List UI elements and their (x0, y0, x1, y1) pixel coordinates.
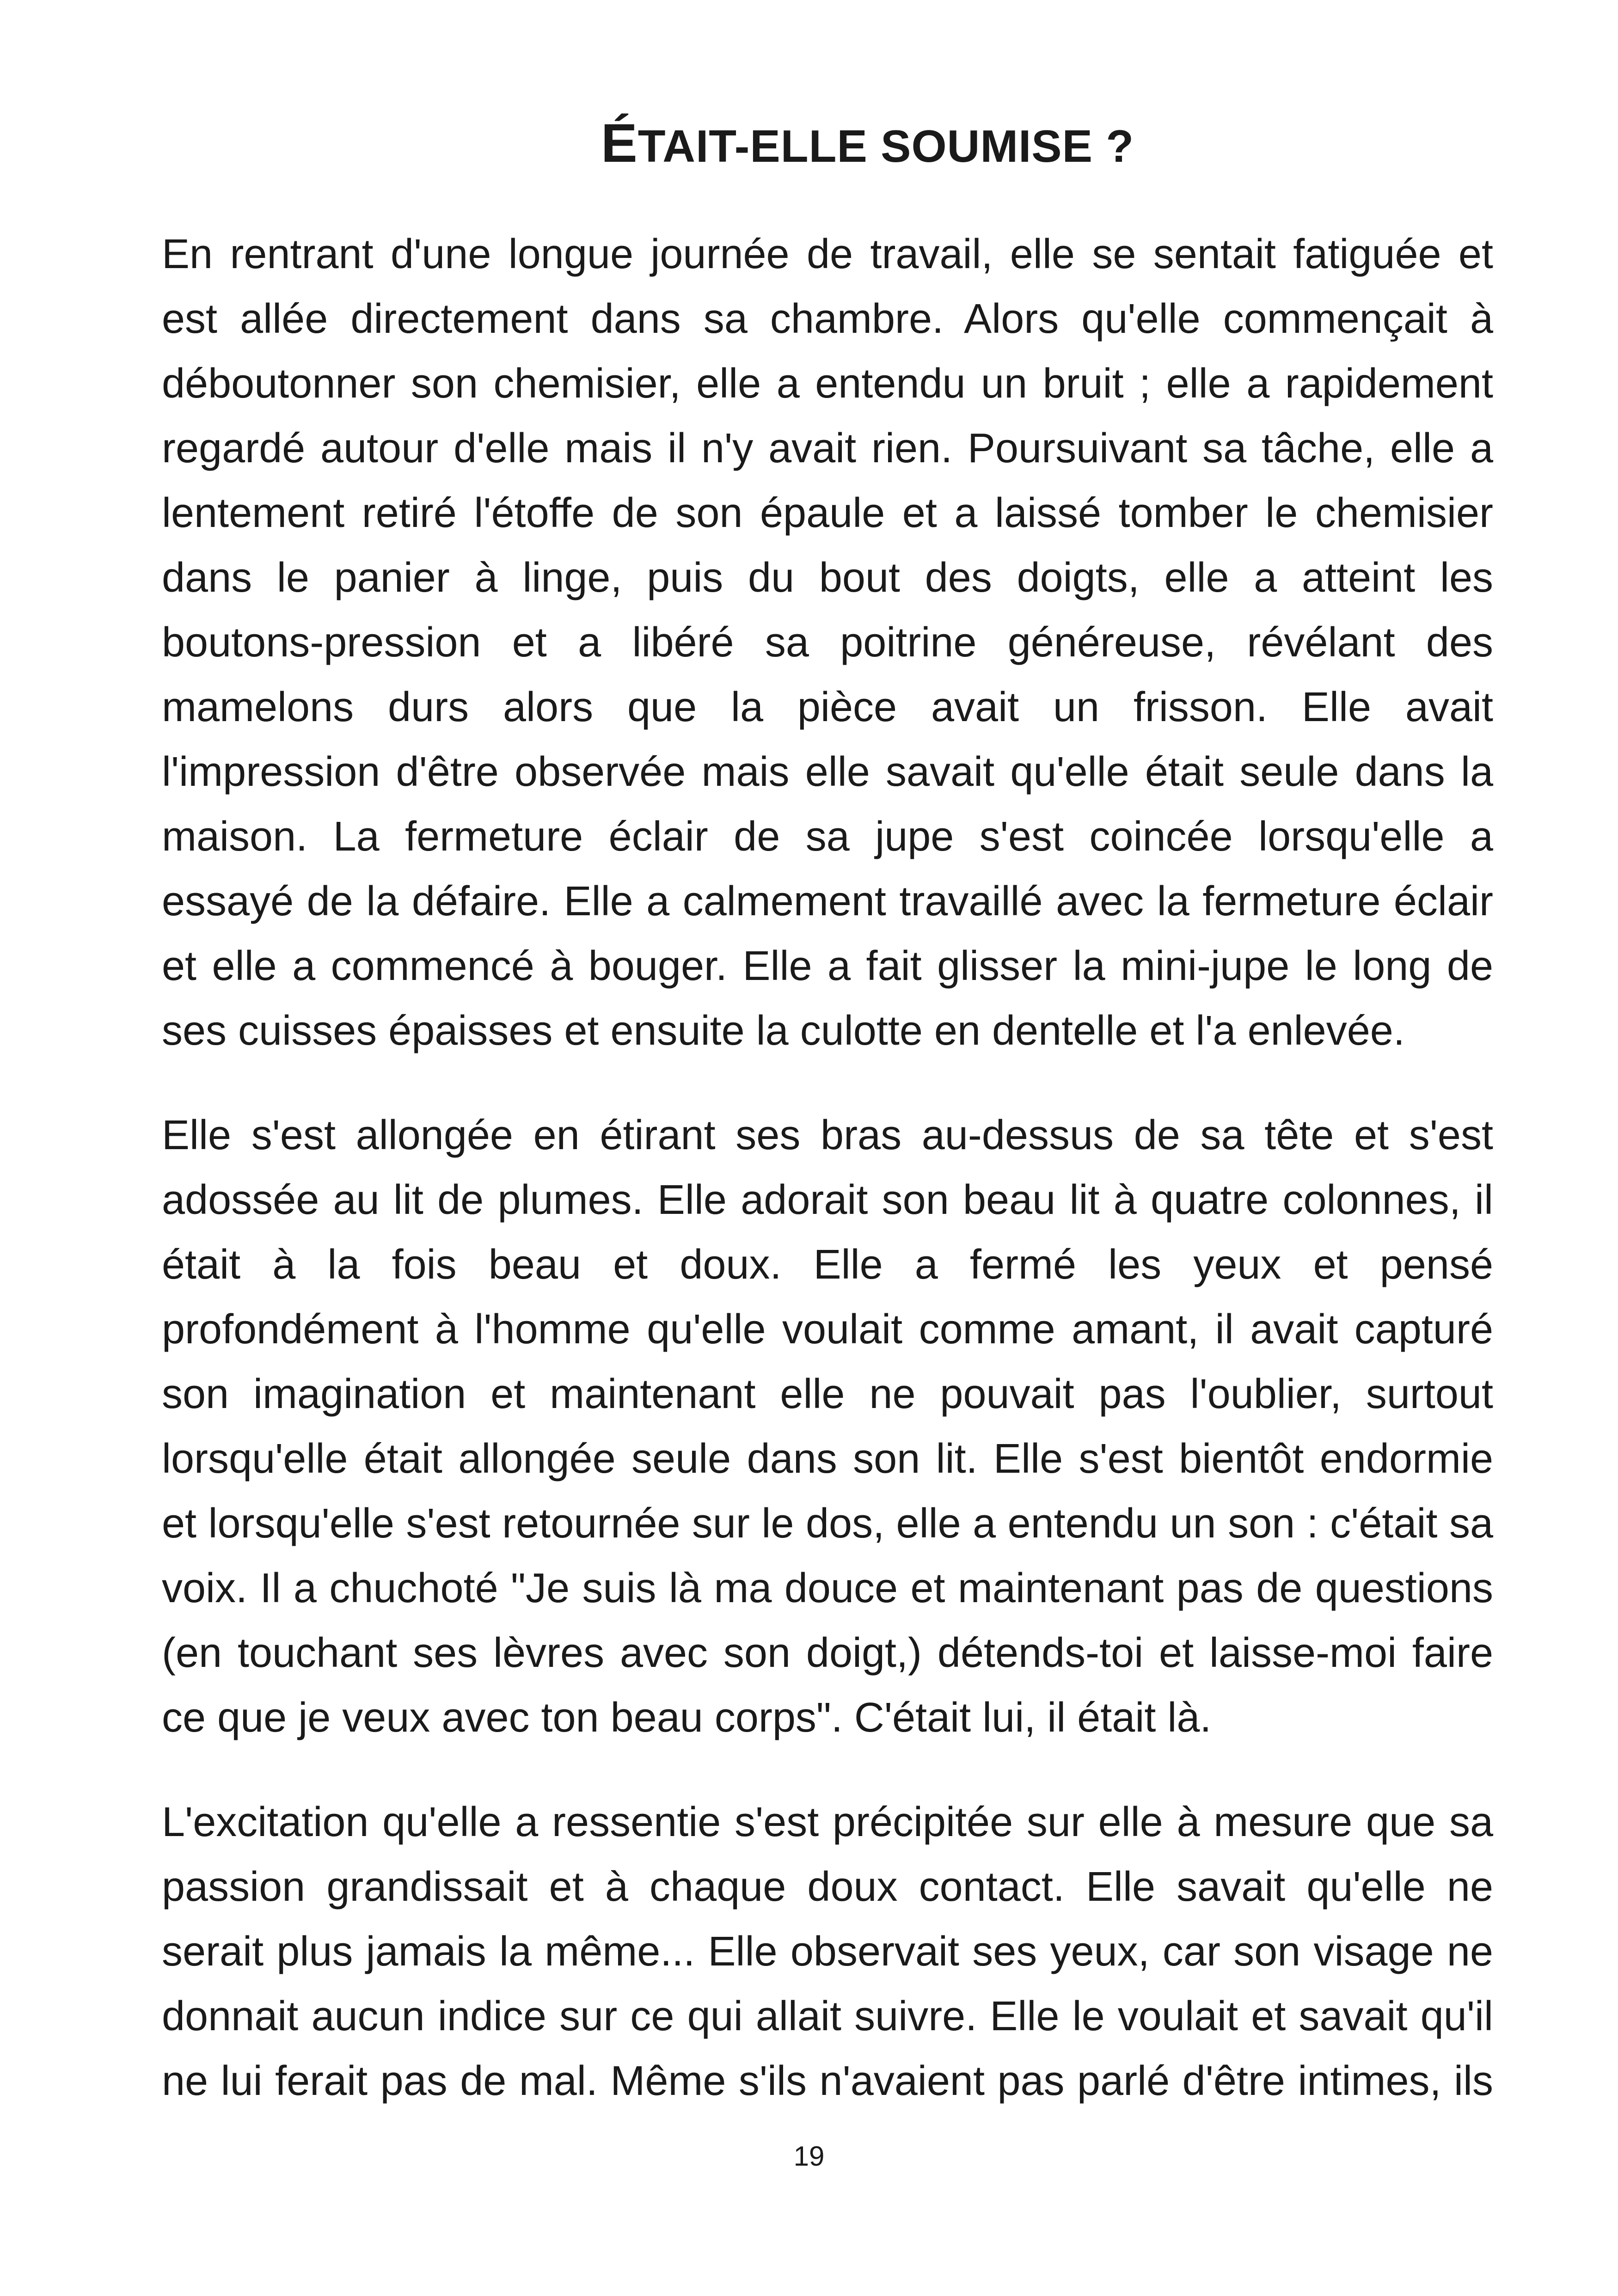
body-text (162, 222, 1493, 2113)
page-number: 19 (793, 2141, 825, 2172)
paragraph-1: En rentrant d'une longue journée de travail, elle se sentait fatiguée et est allée directement dans sa chambre. Alors qu'elle commençait à déboutonner son chemisier, elle a entendu un bruit ; elle a rapidement regardé autour d'elle mais il n'y avait rien. Poursuivant sa tâche, elle a lentement retiré l'étoffe de son épaule et a laissé tomber le chemisier dans le panier à linge, puis du bout des doigts, elle a atteint les boutons-pression et a libéré sa poitrine généreuse, révélant des mamelons durs alors que la pièce avait un frisson. Elle avait l'impression d'être observée mais elle savait qu'elle était seule dans la maison. La fermeture éclair de sa jupe s'est coincée lorsqu'elle a essayé de la défaire. Elle a calmement travaillé avec la fermeture éclair et elle a commencé à bouger. Elle a fait glisser la mini-jupe le long de ses cuisses épaisses et ensuite la culotte en dentelle et l'a enlevée. (162, 231, 1493, 1054)
paragraph-3: L'excitation qu'elle a ressentie s'est précipitée sur elle à mesure que sa passion grandissait et à chaque doux contact. Elle savait qu'elle ne serait plus jamais la même... Elle observait ses yeux, car son visage ne donnait aucun indice sur ce qui allait suivre. Elle le voulait et savait qu'il ne lui ferait pas de mal. Même s'ils n'avaient pas parlé d'être intimes, ils (162, 1799, 1493, 2104)
title-initial: É (601, 113, 638, 174)
title-rest: TAIT-ELLE SOUMISE ? (637, 121, 1134, 171)
paragraph-2: Elle s'est allongée en étirant ses bras au-dessus de sa tête et s'est adossée au lit de plumes. Elle adorait son beau lit à quatre colonnes, il était à la fois beau et doux. Elle a fermé les yeux et pensé profondément à l'homme qu'elle voulait comme amant, il avait capturé son imagination et maintenant elle ne pouvait pas l'oublier, surtout lorsqu'elle était allongée seule dans son lit. Elle s'est bientôt endormie et lorsqu'elle s'est retournée sur le dos, elle a entendu un son : c'était sa voix. Il a chuchoté "Je suis là ma douce et maintenant pas de questions (en touchant ses lèvres avec son doigt,) détends-toi et laisse-moi faire ce que je veux avec ton beau corps". C'était lui, il était là. (162, 1112, 1493, 1741)
chapter-title (601, 106, 1479, 183)
